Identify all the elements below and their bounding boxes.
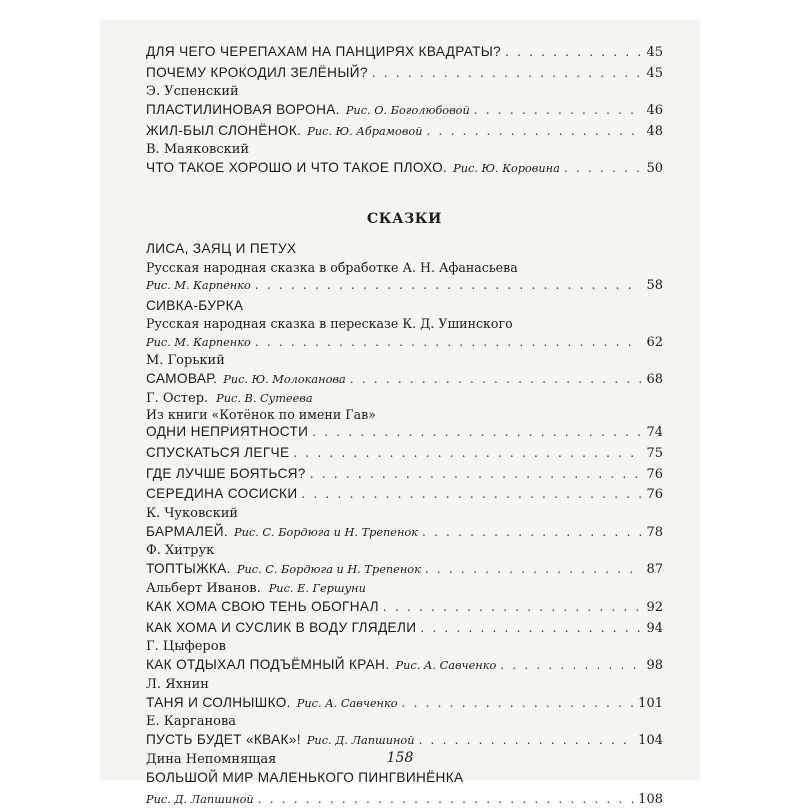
dot-leader <box>310 464 641 485</box>
entry-title: БОЛЬШОЙ МИР МАЛЕНЬКОГО ПИНГВИНЁНКА <box>146 769 464 785</box>
entry-title: САМОВАР. <box>146 371 218 387</box>
entry-title: СЕРЕДИНА СОСИСКИ <box>146 486 298 502</box>
toc-entry <box>146 121 663 142</box>
entry-title: ЛИСА, ЗАЯЦ И ПЕТУХ <box>146 240 297 256</box>
illustrator: Рис. С. Бордюга и Н. Трепенок <box>233 525 418 539</box>
entry-page: 104 <box>638 733 663 749</box>
dot-leader <box>402 693 635 714</box>
author-name-text: Альберт Иванов. <box>146 581 261 596</box>
illustrator: Рис. О. Боголюбовой <box>345 104 470 118</box>
entry-title: КАК ХОМА И СУСЛИК В ВОДУ ГЛЯДЕЛИ <box>146 619 417 635</box>
entry-page: 48 <box>646 123 663 139</box>
entry-title: ПЛАСТИЛИНОВАЯ ВОРОНА. <box>146 102 340 118</box>
entry-page: 62 <box>646 334 663 350</box>
author-name <box>146 390 663 407</box>
entry-title: СПУСКАТЬСЯ ЛЕГЧЕ <box>146 445 290 461</box>
author-name: Г. Цыферов <box>146 639 226 655</box>
entry-page: 92 <box>646 600 663 615</box>
entry-title: ЧТО ТАКОЕ ХОРОШО И ЧТО ТАКОЕ ПЛОХО. <box>146 160 448 176</box>
toc-entry <box>146 484 663 505</box>
entry-page: 108 <box>638 791 663 807</box>
author-name: К. Чуковский <box>146 505 239 521</box>
entry-note: Русская народная сказка в пересказе К. Д. Ушинского <box>146 316 513 332</box>
entry-page: 76 <box>646 487 663 503</box>
toc-entry-continuation <box>146 332 663 353</box>
dot-leader <box>500 655 641 676</box>
toc-entry <box>146 100 663 121</box>
entry-page: 94 <box>646 620 663 636</box>
author-name: Е. Карганова <box>146 714 237 730</box>
toc-entry <box>146 559 663 580</box>
dot-leader <box>420 618 641 639</box>
illustrator: Рис. Е. Гершуни <box>268 582 366 595</box>
table-of-contents <box>146 42 663 809</box>
entry-title: ПУСТЬ БУДЕТ «КВАК»! <box>146 732 301 748</box>
entry-page: 46 <box>646 103 663 119</box>
author-name: М. Горький <box>146 353 225 369</box>
entry-note: Из книги «Котёнок по имени Гав» <box>146 406 376 422</box>
author-name <box>146 580 663 597</box>
illustrator: Рис. Ю. Молоканова <box>223 373 346 387</box>
dot-leader <box>255 332 641 353</box>
toc-entry <box>146 296 663 317</box>
entry-page: 45 <box>646 45 663 60</box>
author-name-text: Г. Остер. <box>146 390 209 406</box>
toc-entry <box>146 369 663 390</box>
author-name: Дина Непомнящая <box>146 751 277 767</box>
entry-page: 75 <box>646 446 663 462</box>
entry-title: ТОПТЫЖКА. <box>146 561 231 577</box>
illustrator: Рис. В. Сутеева <box>216 391 313 405</box>
illustrator: Рис. С. Бордюга и Н. Трепенок <box>236 563 421 577</box>
toc-entry <box>146 693 663 714</box>
illustrator: Рис. Ю. Абрамовой <box>307 124 423 138</box>
dot-leader <box>312 422 641 443</box>
entry-page: 101 <box>638 695 663 711</box>
section-heading: СКАЗКИ <box>367 210 442 227</box>
toc-entry-continuation <box>146 275 663 296</box>
dot-leader <box>255 275 641 296</box>
dot-leader <box>427 121 641 142</box>
toc-entry <box>146 42 663 63</box>
entry-page: 98 <box>646 658 663 674</box>
dot-leader <box>505 42 641 63</box>
toc-entry-continuation <box>146 789 663 809</box>
toc-entry <box>146 239 663 260</box>
toc-entry <box>146 618 663 639</box>
toc-entry <box>146 730 663 751</box>
entry-page: 45 <box>646 65 663 81</box>
toc-entry <box>146 768 663 789</box>
entry-page: 78 <box>646 524 663 540</box>
book-page <box>100 20 700 807</box>
entry-title: ЖИЛ-БЫЛ СЛОНЁНОК. <box>146 122 302 138</box>
author-name: Э. Успенский <box>146 84 239 100</box>
entry-title: БАРМАЛЕЙ. <box>146 523 228 539</box>
illustrator: Рис. А. Савченко <box>296 696 398 710</box>
toc-entry <box>146 63 663 84</box>
toc-entry <box>146 443 663 464</box>
entry-title: КАК ОТДЫХАЛ ПОДЪЁМНЫЙ КРАН. <box>146 657 390 673</box>
toc-entry <box>146 597 663 618</box>
illustrator: Рис. М. Карпенко <box>146 279 251 293</box>
entry-title: КАК ХОМА СВОЮ ТЕНЬ ОБОГНАЛ <box>146 599 379 614</box>
dot-leader <box>474 100 641 121</box>
author-name: Ф. Хитрук <box>146 543 215 559</box>
entry-title: ГДЕ ЛУЧШЕ БОЯТЬСЯ? <box>146 465 306 481</box>
entry-title: ОДНИ НЕПРИЯТНОСТИ <box>146 424 309 440</box>
dot-leader <box>564 158 641 179</box>
illustrator: Рис. Д. Лапшиной <box>306 734 415 748</box>
dot-leader <box>293 443 641 464</box>
author-name: В. Маяковский <box>146 142 250 158</box>
author-name: Л. Яхнин <box>146 676 209 692</box>
dot-leader <box>301 484 641 505</box>
entry-title: ПОЧЕМУ КРОКОДИЛ ЗЕЛЁНЫЙ? <box>146 64 368 80</box>
illustrator: Рис. Ю. Коровина <box>453 162 560 176</box>
entry-page: 87 <box>646 562 663 578</box>
dot-leader <box>425 559 641 580</box>
toc-entry <box>146 464 663 485</box>
toc-entry <box>146 422 663 443</box>
dot-leader <box>422 522 641 543</box>
entry-title: ДЛЯ ЧЕГО ЧЕРЕПАХАМ НА ПАНЦИРЯХ КВАДРАТЫ? <box>146 44 502 59</box>
toc-entry <box>146 158 663 179</box>
page-number: 158 <box>386 750 414 766</box>
toc-entry <box>146 522 663 543</box>
entry-page: 76 <box>646 466 663 482</box>
entry-title: ТАНЯ И СОЛНЫШКО. <box>146 694 291 710</box>
dot-leader <box>350 369 641 390</box>
dot-leader <box>372 63 641 84</box>
dot-leader <box>383 597 641 618</box>
entry-title: СИВКА-БУРКА <box>146 297 244 313</box>
dot-leader <box>258 789 634 809</box>
toc-entry <box>146 655 663 676</box>
entry-page: 68 <box>646 372 663 388</box>
illustrator: Рис. М. Карпенко <box>146 335 251 349</box>
illustrator: Рис. А. Савченко <box>395 659 497 673</box>
dot-leader <box>419 730 635 751</box>
entry-note: Русская народная сказка в обработке А. Н. Афанасьева <box>146 259 518 275</box>
entry-page: 74 <box>646 425 663 441</box>
illustrator: Рис. Д. Лапшиной <box>146 792 254 806</box>
entry-page: 50 <box>646 161 663 177</box>
entry-page: 58 <box>646 278 663 294</box>
